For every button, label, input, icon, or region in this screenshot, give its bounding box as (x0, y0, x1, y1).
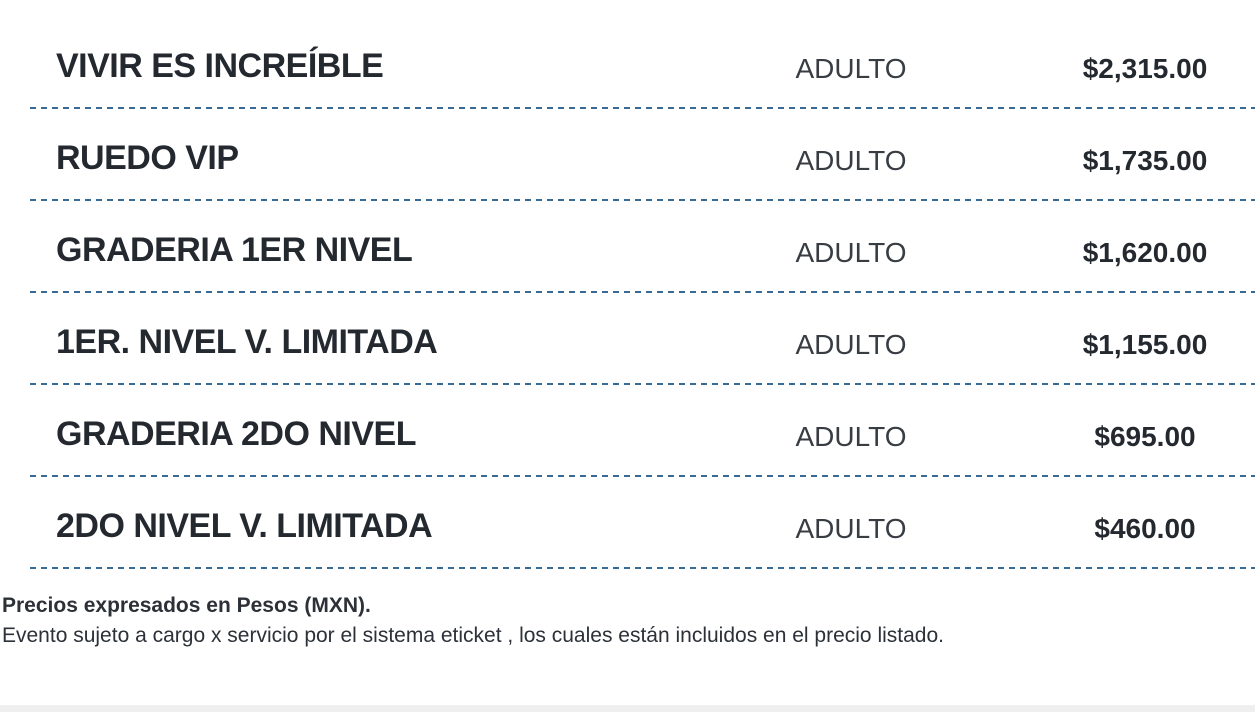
dashed-divider (30, 567, 1255, 569)
section-name: GRADERIA 1ER NIVEL (56, 230, 413, 269)
section-name: RUEDO VIP (56, 138, 239, 177)
price-notes (2, 591, 1122, 651)
ticket-category: ADULTO (795, 329, 907, 360)
ticket-category: ADULTO (795, 145, 907, 176)
ticket-price: $1,620.00 (1082, 237, 1208, 268)
ticket-price: $1,155.00 (1082, 329, 1208, 360)
ticket-price: $460.00 (1094, 513, 1196, 544)
price-row (30, 293, 1255, 385)
price-row (30, 109, 1255, 201)
section-name: VIVIR ES INCREÍBLE (56, 46, 384, 85)
ticket-price: $695.00 (1094, 421, 1196, 452)
price-row (30, 385, 1255, 477)
price-row (30, 477, 1255, 569)
section-name: GRADERIA 2DO NIVEL (56, 414, 417, 453)
bottom-bar (0, 705, 1255, 712)
section-name: 1ER. NIVEL V. LIMITADA (56, 322, 438, 361)
section-name: 2DO NIVEL V. LIMITADA (56, 506, 433, 545)
price-row (30, 17, 1255, 109)
ticket-price: $2,315.00 (1082, 53, 1208, 84)
price-row (30, 201, 1255, 293)
ticket-category: ADULTO (795, 53, 907, 84)
ticket-price: $1,735.00 (1082, 145, 1208, 176)
ticket-category: ADULTO (795, 513, 907, 544)
currency-note: Precios expresados en Pesos (MXN). (2, 594, 371, 617)
ticket-category: ADULTO (795, 237, 907, 268)
service-charge-note: Evento sujeto a cargo x servicio por el sistema eticket , los cuales están incluidos en el precio listado. (2, 624, 944, 647)
ticket-category: ADULTO (795, 421, 907, 452)
price-table (30, 0, 1255, 569)
